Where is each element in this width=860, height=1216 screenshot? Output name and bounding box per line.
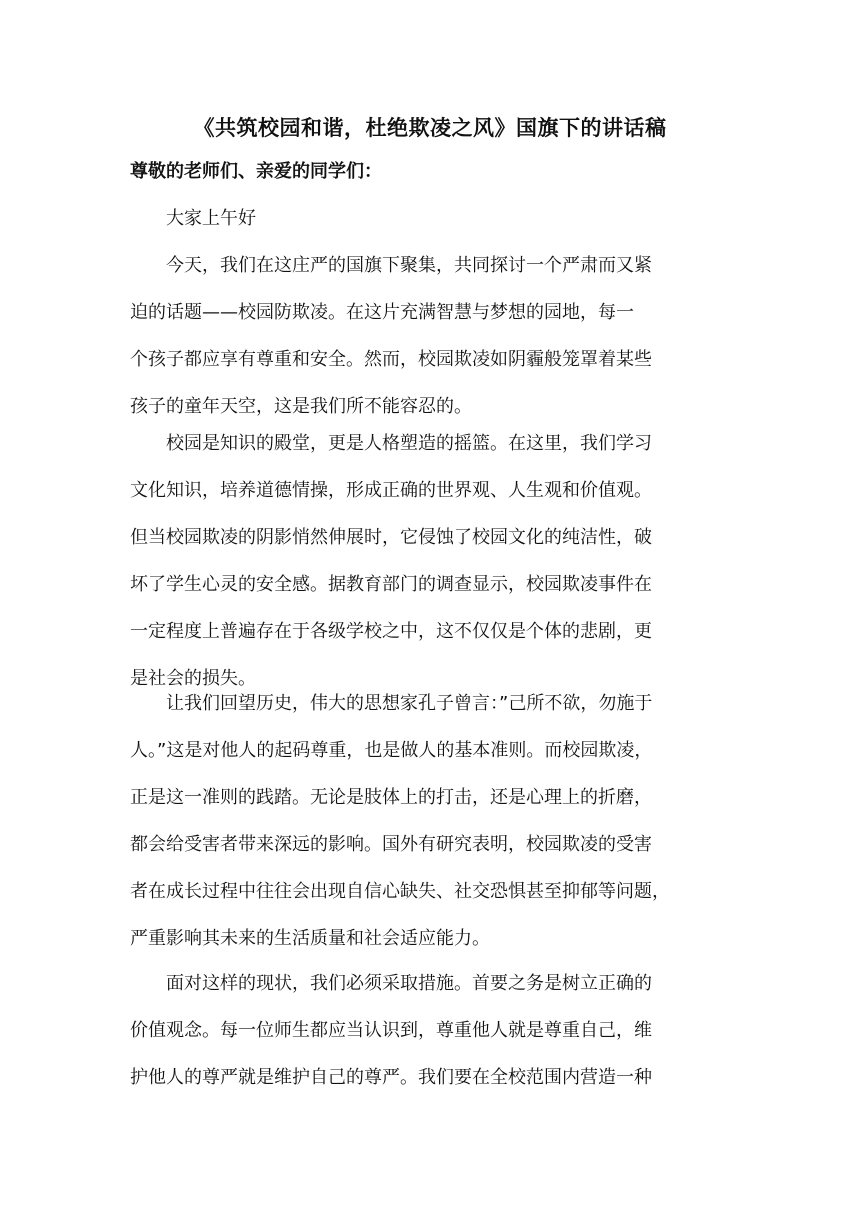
paragraph-line: 个孩子都应享有尊重和安全。然而，校园欺凌如阴霾般笼罩着某些 (130, 349, 652, 370)
paragraph-line: 文化知识，培养道德情操，形成正确的世界观、人生观和价值观。 (130, 480, 652, 501)
paragraph-line: 坏了学生心灵的安全感。据教育部门的调查显示，校园欺凌事件在 (130, 574, 652, 595)
salutation: 尊敬的老师们、亲爱的同学们： (130, 161, 382, 182)
paragraph-line: 面对这样的现状，我们必须采取措施。首要之务是树立正确的 (166, 973, 652, 994)
paragraph-2 (130, 420, 750, 702)
greeting-line: 大家上午好 (166, 208, 256, 229)
paragraph-line: 但当校园欺凌的阴影悄然伸展时，它侵蚀了校园文化的纯洁性，破 (130, 527, 652, 548)
paragraph-line: 迫的话题——校园防欺凌。在这片充满智慧与梦想的园地，每一 (130, 302, 634, 323)
paragraph-4 (130, 960, 750, 1101)
paragraph-line: 是社会的损失。 (130, 668, 256, 689)
paragraph-line: 价值观念。每一位师生都应当认识到，尊重他人就是尊重自己，维 (130, 1020, 652, 1041)
paragraph-line: 者在成长过程中往往会出现自信心缺失、社交恐惧甚至抑郁等问题， (130, 881, 670, 902)
paragraph-line: 校园是知识的殿堂，更是人格塑造的摇篮。在这里，我们学习 (166, 433, 652, 454)
paragraph-line: 严重影响其未来的生活质量和社会适应能力。 (130, 928, 490, 949)
paragraph-line: 人。”这是对他人的起码尊重，也是做人的基本准则。而校园欺凌， (130, 740, 653, 761)
paragraph-line: 护他人的尊严就是维护自己的尊严。我们要在全校范围内营造一种 (130, 1067, 652, 1088)
paragraph-line: 正是这一准则的践踏。无论是肢体上的打击，还是心理上的折磨， (130, 787, 652, 808)
paragraph-line: 一定程度上普遍存在于各级学校之中，这不仅仅是个体的悲剧，更 (130, 621, 652, 642)
paragraph-line: 今天，我们在这庄严的国旗下聚集，共同探讨一个严肃而又紧 (166, 255, 652, 276)
greeting-paragraph (130, 195, 750, 242)
paragraph-1 (130, 242, 750, 430)
paragraph-line: 都会给受害者带来深远的影响。国外有研究表明，校园欺凌的受害 (130, 834, 652, 855)
paragraph-line: 孩子的童年天空，这是我们所不能容忍的。 (130, 396, 472, 417)
document-title: 《共筑校园和谐，杜绝欺凌之风》国旗下的讲话稿 (193, 116, 667, 140)
paragraph-3 (130, 680, 750, 962)
paragraph-line: 让我们回望历史，伟大的思想家孔子曾言：”己所不欲，勿施于 (166, 693, 653, 714)
